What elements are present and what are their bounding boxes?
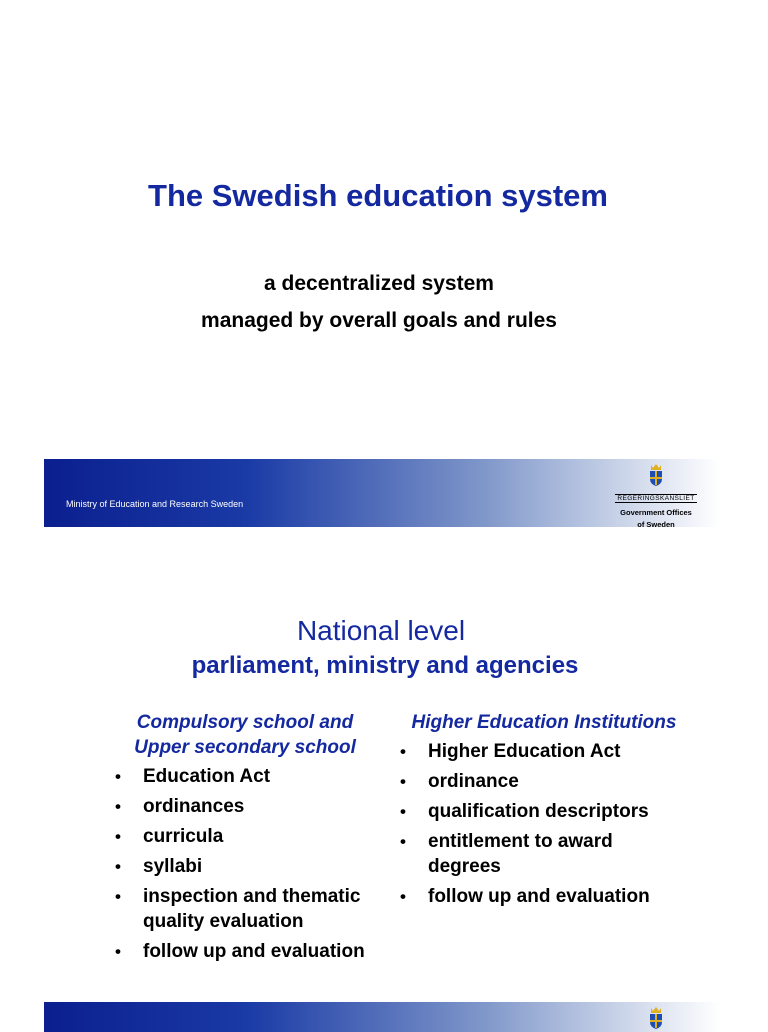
list-item [115, 884, 375, 934]
bullet-dot-icon: • [400, 742, 406, 761]
list-item [115, 824, 375, 849]
list-item-text: inspection and thematic quality evaluation [143, 886, 361, 932]
bullet-dot-icon: • [115, 942, 121, 961]
list-item-text: syllabi [143, 856, 203, 877]
list-item [115, 854, 375, 879]
government-offices-logo [606, 1006, 706, 1030]
slide-1-subtitle-line-2: managed by overall goals and rules [201, 309, 557, 332]
list-item [115, 794, 375, 819]
slide-2 [0, 560, 768, 1024]
government-offices-logo [606, 463, 706, 529]
slide-2-title: National level [296, 615, 466, 646]
list-item-text: curricula [143, 826, 224, 847]
list-item [400, 884, 660, 909]
bullet-dot-icon: • [400, 887, 406, 906]
list-item [400, 769, 660, 794]
logo-wordmark: REGERINGSKANSLIET [617, 495, 695, 502]
list-item [115, 764, 375, 789]
logo-subtitle-line-1: Government Offices [620, 508, 692, 517]
bullet-dot-icon: • [400, 772, 406, 791]
logo-subtitle-line-2: of Sweden [637, 520, 675, 529]
compulsory-school-column [115, 710, 375, 969]
list-item-text: follow up and evaluation [143, 941, 365, 962]
slide-2-subtitle: parliament, ministry and agencies [191, 652, 579, 679]
slide-1-footer-band [44, 459, 720, 527]
list-item [115, 939, 375, 964]
higher-education-column [400, 710, 677, 914]
list-item-text: follow up and evaluation [428, 886, 650, 907]
swedish-crown-crest-icon [647, 463, 665, 487]
list-item [400, 739, 660, 764]
bullet-dot-icon: • [115, 827, 121, 846]
list-item-text: ordinances [143, 796, 245, 817]
slide-1-title: The Swedish education system [148, 178, 608, 213]
bullet-dot-icon: • [115, 797, 121, 816]
swedish-crown-crest-icon [647, 1006, 665, 1030]
higher-education-heading: Higher Education Institutions [411, 712, 677, 733]
list-item-text: Higher Education Act [428, 741, 621, 762]
bullet-dot-icon: • [115, 767, 121, 786]
bullet-dot-icon: • [400, 802, 406, 821]
list-item [400, 799, 660, 824]
ministry-footer-text: Ministry of Education and Research Sweden [66, 499, 244, 509]
compulsory-school-heading: Compulsory school and Upper secondary school [134, 712, 356, 758]
list-item-text: Education Act [143, 766, 271, 787]
list-item [400, 829, 660, 879]
slide-1-subtitle-line-1: a decentralized system [264, 272, 494, 295]
compulsory-school-list [115, 764, 375, 964]
higher-education-list [400, 739, 660, 909]
list-item-text: ordinance [428, 771, 519, 792]
bullet-dot-icon: • [400, 832, 406, 851]
bullet-dot-icon: • [115, 857, 121, 876]
list-item-text: entitlement to award degrees [428, 831, 613, 877]
slide-2-footer-band [44, 1002, 720, 1032]
list-item-text: qualification descriptors [428, 801, 649, 822]
bullet-dot-icon: • [115, 887, 121, 906]
